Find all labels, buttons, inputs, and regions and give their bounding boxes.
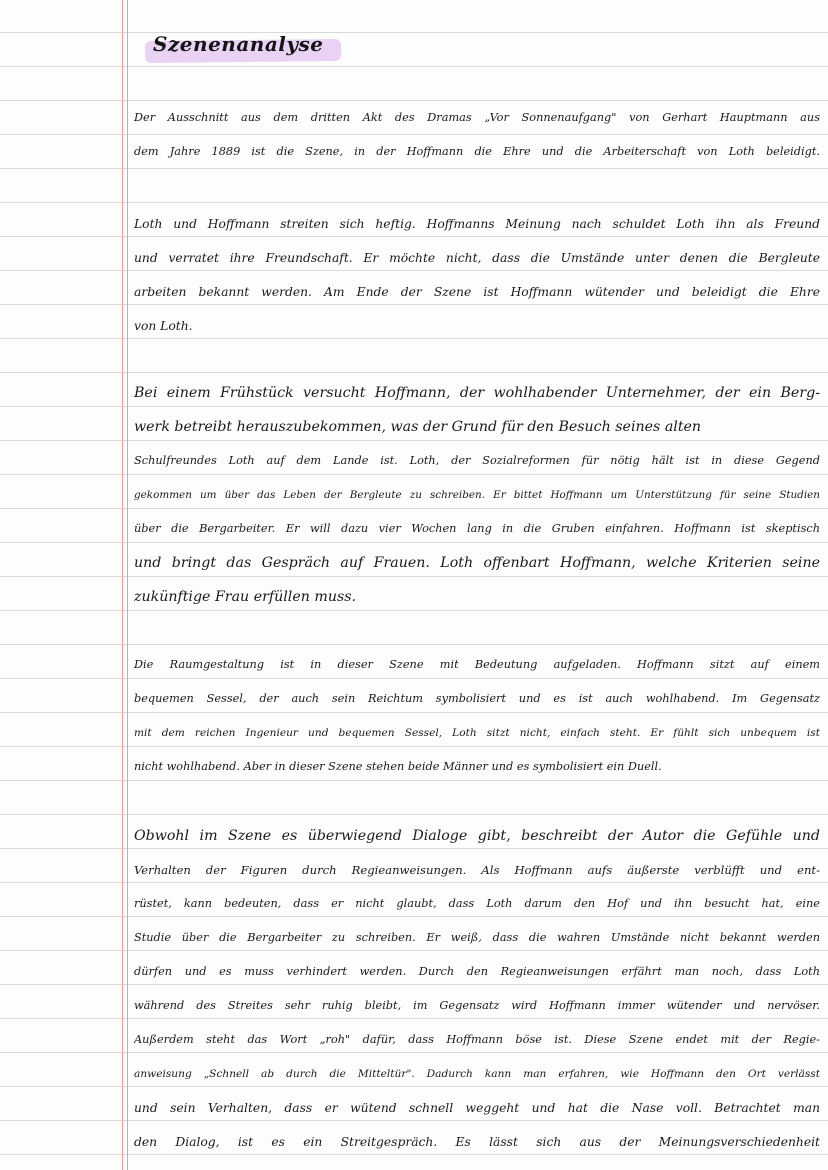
text-line: Studie über die Bergarbeiter zu schreiben. Er weiß, dass die wahren Umstände nicht bekannt werden (134, 931, 820, 944)
page-title: Szenenanalyse (153, 32, 324, 56)
text-line: Loth und Hoffmann streiten sich heftig. Hoffmanns Meinung nach schuldet Loth ihn als Freund (134, 217, 820, 231)
text-line: werk betreibt herauszubekommen, was der Grund für den Besuch seines alten (134, 419, 702, 435)
paragraph-introduction (134, 101, 820, 169)
text-line: rüstet, kann bedeuten, dass er nicht glaubt, dass Loth darum den Hof und ihn besucht hat, eine (134, 897, 820, 910)
text-line: zukünftige Frau erfüllen muss. (134, 589, 357, 605)
text-line: arbeiten bekannt werden. Am Ende der Szene ist Hoffmann wütender und beleidigt die Ehre (134, 285, 820, 299)
margin-line (127, 0, 128, 1170)
text-line: und sein Verhalten, dass er wütend schnell weggeht und hat die Nase voll. Betrachtet man (134, 1101, 820, 1115)
text-line: Der Ausschnitt aus dem dritten Akt des Dramas „Vor Sonnenaufgang" von Gerhart Hauptmann aus (134, 111, 820, 124)
text-line: von Loth. (134, 319, 193, 333)
text-line: mit dem reichen Ingenieur und bequemen Sessel, Loth sitzt nicht, einfach steht. Er fühlt sich unbequem ist (134, 727, 820, 739)
text-line: Bei einem Frühstück versucht Hoffmann, der wohlhabender Unternehmer, der ein Berg- (134, 385, 820, 401)
text-line: Obwohl im Szene es überwiegend Dialoge gibt, beschreibt der Autor die Gefühle und (134, 828, 820, 844)
paragraph-plot (134, 376, 820, 614)
text-line: über die Bergarbeiter. Er will dazu vier Wochen lang in die Gruben einfahren. Hoffmann ist skeptisch (134, 522, 820, 535)
text-line: gekommen um über das Leben der Bergleute zu schreiben. Er bittet Hoffmann um Unterstützung für seine Studien (134, 489, 820, 501)
text-line: anweisung „Schnell ab durch die Mitteltür". Dadurch kann man erfahren, wie Hoffmann den Ort verlässt (134, 1068, 820, 1080)
text-line: den Dialog, ist es ein Streitgespräch. Es lässt sich aus der Meinungsverschiedenheit (134, 1135, 820, 1149)
paragraph-summary (134, 207, 820, 343)
text-line: Schulfreundes Loth auf dem Lande ist. Loth, der Sozialreformen für nötig hält ist in diese Gegend (134, 454, 820, 467)
paragraph-space (134, 648, 820, 784)
text-line: dürfen und es muss verhindert werden. Durch den Regieanweisungen erfährt man noch, dass Loth (134, 965, 820, 978)
paragraph-dialogue (134, 819, 820, 1159)
text-line: und bringt das Gespräch auf Frauen. Loth offenbart Hoffmann, welche Kriterien seine (134, 555, 820, 571)
text-line: Die Raumgestaltung ist in dieser Szene mit Bedeutung aufgeladen. Hoffmann sitzt auf einem (134, 658, 820, 671)
text-line: und verratet ihre Freundschaft. Er möchte nicht, dass die Umstände unter denen die Bergleute (134, 251, 820, 265)
text-line: Außerdem steht das Wort „roh" dafür, dass Hoffmann böse ist. Diese Szene endet mit der Regie- (134, 1033, 820, 1046)
text-line: während des Streites sehr ruhig bleibt, im Gegensatz wird Hoffmann immer wütender und nervöser. (134, 999, 820, 1012)
text-line: dem Jahre 1889 ist die Szene, in der Hoffmann die Ehre und die Arbeiterschaft von Loth beleidigt. (134, 145, 820, 158)
title-block (145, 28, 330, 68)
margin-line (122, 0, 123, 1170)
text-line: bequemen Sessel, der auch sein Reichtum symbolisiert und es ist auch wohlhabend. Im Gegensatz (134, 692, 820, 705)
text-line: Verhalten der Figuren durch Regieanweisungen. Als Hoffmann aufs äußerste verblüfft und ent- (134, 863, 820, 877)
text-line: nicht wohlhabend. Aber in dieser Szene stehen beide Männer und es symbolisiert ein Duell. (134, 760, 662, 773)
